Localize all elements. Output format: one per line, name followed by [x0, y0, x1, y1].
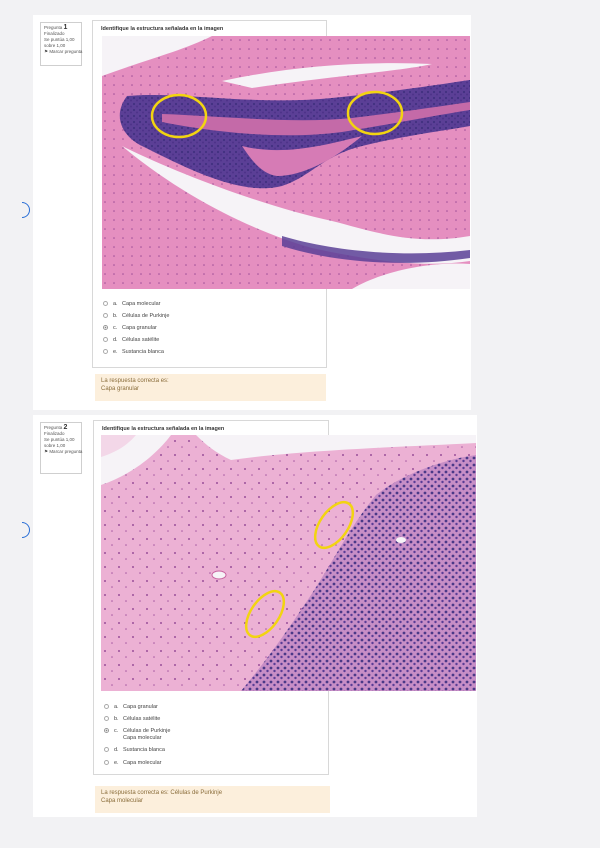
feedback-line-1: La respuesta correcta es: — [101, 378, 169, 384]
option-text-group — [123, 728, 170, 742]
answer-option[interactable] — [103, 349, 164, 355]
radio-button[interactable] — [103, 313, 108, 318]
option-letter: b. — [114, 716, 119, 722]
radio-button[interactable] — [104, 760, 109, 765]
question-prompt: Identifique la estructura señalada en la imagen — [102, 426, 225, 432]
option-letter: e. — [113, 349, 118, 355]
question-2-info — [40, 422, 82, 474]
radio-button[interactable] — [104, 704, 109, 709]
radio-button-checked[interactable] — [103, 325, 108, 330]
radio-button[interactable] — [103, 301, 108, 306]
option-text: Capa molecular — [122, 301, 161, 307]
question-1-info — [40, 22, 82, 66]
answer-option[interactable] — [104, 760, 162, 766]
answer-option[interactable] — [103, 313, 169, 319]
radio-button[interactable] — [104, 716, 109, 721]
histology-micrograph-icon — [102, 36, 470, 289]
question-max: sobre 1,00 — [44, 443, 66, 448]
question-score: Se puntúa 1,00 — [44, 437, 75, 442]
answer-option[interactable] — [103, 301, 161, 307]
question-prompt: Identifique la estructura señalada en la imagen — [101, 26, 224, 32]
answer-option-selected[interactable] — [103, 325, 157, 331]
question-label: Pregunta — [44, 25, 63, 30]
question-score: Se puntúa 1,00 — [44, 37, 75, 42]
feedback-line-2: Capa molecular — [101, 798, 144, 804]
option-text: Células de Purkinje — [122, 313, 170, 319]
answer-option[interactable] — [103, 337, 159, 343]
option-text: Sustancia blanca — [122, 349, 164, 355]
histology-micrograph-icon — [101, 435, 476, 691]
flag-label: Marcar pregunta — [49, 49, 83, 54]
question-number: 1 — [63, 24, 68, 31]
option-letter: c. — [113, 325, 118, 331]
answer-option[interactable] — [104, 716, 160, 722]
option-text: Células satélite — [122, 337, 160, 343]
answer-option[interactable] — [104, 704, 158, 710]
option-text-second: Capa molecular — [123, 735, 162, 741]
flag-icon: ⚑ — [44, 49, 49, 54]
radio-button[interactable] — [104, 747, 109, 752]
feedback-line-2: Capa granular — [101, 386, 140, 392]
question-status: Finalizado — [44, 431, 65, 436]
question-max: sobre 1,00 — [44, 43, 66, 48]
micrograph-1 — [102, 36, 470, 289]
option-text: Células de Purkinje — [123, 728, 171, 734]
flag-question-link[interactable] — [44, 49, 83, 55]
question-label: Pregunta — [44, 425, 63, 430]
option-letter: c. — [114, 728, 119, 734]
option-text: Capa granular — [122, 325, 157, 331]
option-letter: d. — [114, 747, 119, 753]
answer-option-selected[interactable] — [104, 728, 170, 742]
left-nav-arc-2[interactable] — [22, 522, 30, 538]
flag-icon: ⚑ — [44, 449, 49, 454]
radio-button-checked[interactable] — [104, 728, 109, 733]
micrograph-2 — [101, 435, 476, 691]
option-letter: a. — [113, 301, 118, 307]
question-status: Finalizado — [44, 31, 65, 36]
option-letter: b. — [113, 313, 118, 319]
option-letter: a. — [114, 704, 119, 710]
flag-question-link[interactable] — [44, 449, 83, 455]
option-text: Capa molecular — [123, 760, 162, 766]
left-nav-arc-1[interactable] — [22, 202, 30, 218]
question-number: 2 — [63, 424, 68, 431]
flag-label: Marcar pregunta — [49, 449, 83, 454]
option-letter: e. — [114, 760, 119, 766]
option-text: Capa granular — [123, 704, 158, 710]
option-letter: d. — [113, 337, 118, 343]
radio-button[interactable] — [103, 349, 108, 354]
feedback-line-1: La respuesta correcta es: Células de Purkinje — [101, 790, 223, 796]
option-text: Células satélite — [123, 716, 161, 722]
option-text: Sustancia blanca — [123, 747, 165, 753]
correct-answer-feedback — [95, 374, 326, 401]
correct-answer-feedback — [95, 786, 330, 813]
radio-button[interactable] — [103, 337, 108, 342]
answer-option[interactable] — [104, 747, 165, 753]
